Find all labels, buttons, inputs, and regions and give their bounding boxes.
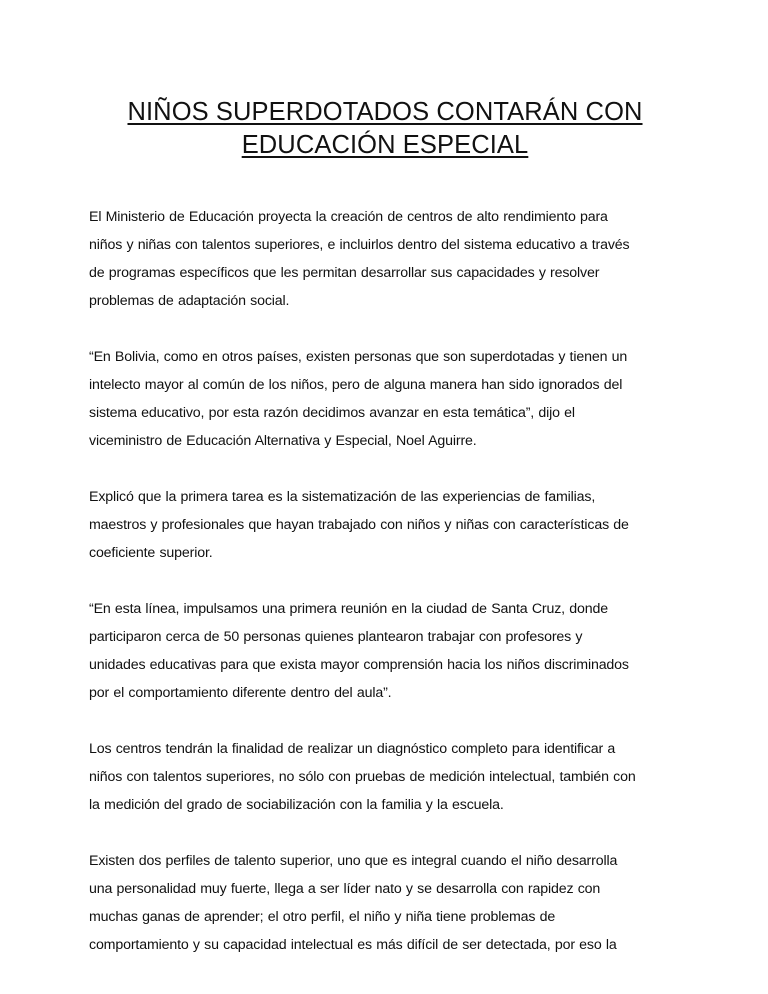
text-line: El Ministerio de Educación proyecta la creación de centros de alto rendimiento para <box>89 209 608 225</box>
text-line: coeficiente superior. <box>89 545 213 561</box>
text-line: participaron cerca de 50 personas quienes plantearon trabajar con profesores y <box>89 629 583 645</box>
paragraph <box>89 595 684 707</box>
article-body <box>89 203 684 987</box>
text-line: niños y niñas con talentos superiores, e incluirlos dentro del sistema educativo a través <box>89 237 630 253</box>
document-title <box>60 96 710 162</box>
text-line: Explicó que la primera tarea es la sistematización de las experiencias de familias, <box>89 489 596 505</box>
text-line: muchas ganas de aprender; el otro perfil, el niño y niña tiene problemas de <box>89 909 556 925</box>
text-line: niños con talentos superiores, no sólo con pruebas de medición intelectual, también con <box>89 769 636 785</box>
text-line: intelecto mayor al común de los niños, pero de alguna manera han sido ignorados del <box>89 377 623 393</box>
text-line: Los centros tendrán la finalidad de realizar un diagnóstico completo para identificar a <box>89 741 616 757</box>
text-line: “En Bolivia, como en otros países, existen personas que son superdotadas y tienen un <box>89 349 628 365</box>
text-line: viceministro de Educación Alternativa y Especial, Noel Aguirre. <box>89 433 477 449</box>
text-line: sistema educativo, por esta razón decidimos avanzar en esta temática”, dijo el <box>89 405 575 421</box>
paragraph <box>89 847 684 959</box>
text-line: problemas de adaptación social. <box>89 293 290 309</box>
paragraph <box>89 483 684 567</box>
text-line: la medición del grado de sociabilización con la familia y la escuela. <box>89 797 504 813</box>
paragraph <box>89 203 684 315</box>
title-line: EDUCACIÓN ESPECIAL <box>241 131 529 159</box>
text-line: unidades educativas para que exista mayor comprensión hacia los niños discriminados <box>89 657 629 673</box>
text-line: “En esta línea, impulsamos una primera reunión en la ciudad de Santa Cruz, donde <box>89 601 608 617</box>
text-line: una personalidad muy fuerte, llega a ser líder nato y se desarrolla con rapidez con <box>89 881 601 897</box>
title-line: NIÑOS SUPERDOTADOS CONTARÁN CON <box>127 98 643 126</box>
paragraph <box>89 343 684 455</box>
text-line: maestros y profesionales que hayan trabajado con niños y niñas con características de <box>89 517 629 533</box>
text-line: comportamiento y su capacidad intelectual es más difícil de ser detectada, por eso la <box>89 937 617 953</box>
text-line: de programas específicos que les permitan desarrollar sus capacidades y resolver <box>89 265 600 281</box>
text-line: por el comportamiento diferente dentro del aula”. <box>89 685 392 701</box>
text-line: Existen dos perfiles de talento superior, uno que es integral cuando el niño desarrolla <box>89 853 618 869</box>
paragraph <box>89 735 684 819</box>
